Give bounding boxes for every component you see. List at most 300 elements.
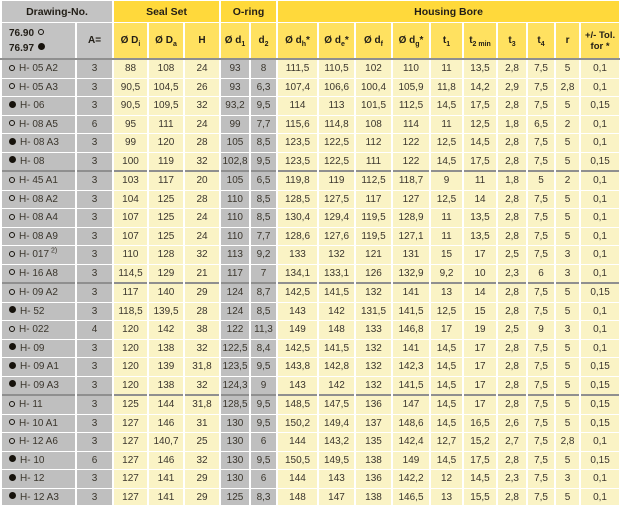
cell-de: 133,1	[318, 264, 355, 283]
drawing-no-label: H- 09	[20, 342, 45, 354]
cell-r: 2,8	[555, 78, 580, 97]
table-row	[1, 246, 620, 265]
cell-a: 3	[76, 302, 113, 321]
cell-dh: 150,2	[277, 414, 318, 433]
cell-t3: 2,8	[497, 209, 527, 228]
drawing-no-cell	[1, 451, 76, 470]
cell-d2: 9,5	[250, 414, 277, 433]
cell-de: 143,2	[318, 433, 355, 452]
cell-a: 6	[76, 115, 113, 134]
cell-da: 138	[148, 376, 184, 395]
cell-dh: 115,6	[277, 115, 318, 134]
cell-di: 127	[113, 451, 148, 470]
cell-r: 5	[555, 358, 580, 377]
cell-t1: 14,5	[430, 152, 463, 171]
table-row	[1, 358, 620, 377]
cell-t2: 14,5	[463, 470, 497, 489]
cell-t3: 2,8	[497, 152, 527, 171]
cell-h: 29	[184, 283, 220, 302]
drawing-no-cell	[1, 376, 76, 395]
col-header-h: H	[184, 23, 220, 60]
cell-dg: 146,8	[392, 321, 430, 340]
cell-dg: 127,1	[392, 227, 430, 246]
filled-circle-icon	[9, 156, 16, 163]
cell-t1: 14,5	[430, 451, 463, 470]
cell-df: 137	[355, 414, 392, 433]
cell-t2: 17	[463, 339, 497, 358]
cell-r: 3	[555, 246, 580, 265]
cell-d1: 124,3	[220, 376, 250, 395]
cell-t3: 2,8	[497, 134, 527, 153]
cell-t4: 7,5	[527, 302, 555, 321]
cell-h: 32	[184, 376, 220, 395]
cell-t1: 14,5	[430, 414, 463, 433]
table-row	[1, 171, 620, 190]
col-header-t4: $t_4$	[527, 23, 555, 60]
cell-df: 136	[355, 395, 392, 414]
cell-di: 120	[113, 321, 148, 340]
cell-a: 3	[76, 190, 113, 209]
drawing-no-cell	[1, 134, 76, 153]
cell-de: 119	[318, 171, 355, 190]
cell-d2: 7	[250, 264, 277, 283]
cell-t3: 2,8	[497, 451, 527, 470]
cell-dg: 149	[392, 451, 430, 470]
cell-a: 3	[76, 395, 113, 414]
header-group-seal-set: Seal Set	[113, 1, 220, 23]
cell-df: 100,4	[355, 78, 392, 97]
open-circle-icon	[9, 83, 15, 89]
col-header-t2: $t_{2 min}$	[463, 23, 497, 60]
cell-dh: 142,5	[277, 339, 318, 358]
cell-de: 142	[318, 376, 355, 395]
cell-h: 21	[184, 264, 220, 283]
cell-t2: 11	[463, 171, 497, 190]
cell-df: 112,5	[355, 171, 392, 190]
cell-tol: 0,15	[580, 283, 620, 302]
cell-r: 5	[555, 339, 580, 358]
drawing-no-cell	[1, 283, 76, 302]
table-row	[1, 321, 620, 340]
cell-t3: 2,7	[497, 433, 527, 452]
col-header-t1: $t_1$	[430, 23, 463, 60]
cell-a: 3	[76, 78, 113, 97]
col-header-d1: Ø $d_1$	[220, 23, 250, 60]
filled-circle-icon	[9, 101, 16, 108]
cell-di: 120	[113, 376, 148, 395]
cell-dh: 134,1	[277, 264, 318, 283]
cell-d2: 6,5	[250, 171, 277, 190]
cell-d2: 6,3	[250, 78, 277, 97]
cell-h: 29	[184, 470, 220, 489]
cell-df: 138	[355, 488, 392, 505]
cell-de: 127,6	[318, 227, 355, 246]
cell-di: 127	[113, 433, 148, 452]
cell-t2: 17	[463, 246, 497, 265]
cell-d2: 8,7	[250, 283, 277, 302]
drawing-no-label: H- 10 A1	[19, 417, 58, 429]
cell-t4: 7,5	[527, 283, 555, 302]
col-header-dg: Ø $d_g*$	[392, 23, 430, 60]
cell-tol: 0,1	[580, 115, 620, 134]
drawing-no-label: H- 11	[19, 399, 43, 411]
cell-da: 141	[148, 470, 184, 489]
cell-da: 138	[148, 339, 184, 358]
cell-df: 131,5	[355, 302, 392, 321]
cell-dh: 123,5	[277, 152, 318, 171]
cell-df: 132	[355, 376, 392, 395]
cell-de: 147	[318, 488, 355, 505]
cell-t1: 11,8	[430, 78, 463, 97]
cell-da: 139	[148, 358, 184, 377]
cell-dg: 142,4	[392, 433, 430, 452]
cell-dg: 146,5	[392, 488, 430, 505]
cell-d2: 8,3	[250, 488, 277, 505]
cell-t4: 7,5	[527, 78, 555, 97]
drawing-no-cell	[1, 59, 76, 78]
open-circle-icon	[9, 120, 15, 126]
cell-t1: 17	[430, 321, 463, 340]
cell-di: 120	[113, 358, 148, 377]
cell-dg: 122	[392, 134, 430, 153]
cell-de: 149,4	[318, 414, 355, 433]
filled-circle-icon	[38, 43, 45, 50]
cell-dh: 144	[277, 433, 318, 452]
cell-r: 3	[555, 264, 580, 283]
cell-d2: 7,7	[250, 115, 277, 134]
cell-da: 119	[148, 152, 184, 171]
cell-d1: 128,5	[220, 395, 250, 414]
cell-t1: 14,5	[430, 395, 463, 414]
cell-d1: 122	[220, 321, 250, 340]
cell-tol: 0,1	[580, 171, 620, 190]
col-header-t3: $t_3$	[497, 23, 527, 60]
cell-df: 132	[355, 358, 392, 377]
cell-d1: 105	[220, 171, 250, 190]
col-header-dh: Ø $d_h*$	[277, 23, 318, 60]
cell-d1: 124	[220, 302, 250, 321]
cell-a: 3	[76, 152, 113, 171]
cell-dg: 148,6	[392, 414, 430, 433]
cell-da: 108	[148, 59, 184, 78]
drawing-no-label: H- 08 A2	[19, 193, 58, 205]
cell-d1: 122,5	[220, 339, 250, 358]
cell-dg: 141	[392, 339, 430, 358]
open-circle-icon	[9, 65, 15, 71]
cell-r: 5	[555, 283, 580, 302]
table-row	[1, 115, 620, 134]
cell-t2: 14	[463, 190, 497, 209]
variant-open-code: 76.90	[9, 27, 35, 39]
cell-dh: 148	[277, 488, 318, 505]
cell-t2: 17,5	[463, 152, 497, 171]
drawing-no-label: H- 017	[19, 249, 50, 261]
cell-a: 3	[76, 358, 113, 377]
cell-a: 3	[76, 97, 113, 116]
table-row	[1, 433, 620, 452]
cell-h: 28	[184, 190, 220, 209]
col-header-a: A=	[76, 23, 113, 60]
cell-dg: 141,5	[392, 376, 430, 395]
cell-df: 132	[355, 339, 392, 358]
table-row	[1, 97, 620, 116]
cell-tol: 0,1	[580, 78, 620, 97]
cell-dh: 133	[277, 246, 318, 265]
header-group-drawing-no: Drawing-No.	[1, 1, 113, 23]
cell-di: 117	[113, 283, 148, 302]
cell-df: 119,5	[355, 227, 392, 246]
cell-dg: 141	[392, 283, 430, 302]
table-row	[1, 264, 620, 283]
cell-a: 3	[76, 376, 113, 395]
cell-t4: 7,5	[527, 358, 555, 377]
cell-t2: 14,2	[463, 78, 497, 97]
drawing-no-label: H- 08	[20, 155, 45, 167]
cell-d2: 9,5	[250, 97, 277, 116]
cell-h: 32	[184, 451, 220, 470]
cell-da: 140,7	[148, 433, 184, 452]
drawing-no-cell	[1, 115, 76, 134]
cell-t4: 7,5	[527, 97, 555, 116]
cell-da: 140	[148, 283, 184, 302]
cell-t1: 12	[430, 470, 463, 489]
cell-t3: 2,8	[497, 190, 527, 209]
cell-t1: 9	[430, 171, 463, 190]
cell-df: 102	[355, 59, 392, 78]
drawing-no-cell	[1, 470, 76, 489]
cell-tol: 0,1	[580, 59, 620, 78]
cell-dg: 131	[392, 246, 430, 265]
cell-d1: 130	[220, 433, 250, 452]
cell-t2: 17,5	[463, 97, 497, 116]
cell-di: 88	[113, 59, 148, 78]
drawing-no-cell	[1, 395, 76, 414]
cell-t3: 2,8	[497, 339, 527, 358]
drawing-no-cell	[1, 190, 76, 209]
cell-tol: 0,1	[580, 433, 620, 452]
variant-filled	[9, 41, 75, 56]
cell-dg: 127	[392, 190, 430, 209]
cell-di: 100	[113, 152, 148, 171]
cell-h: 32	[184, 97, 220, 116]
filled-circle-icon	[9, 492, 16, 499]
drawing-no-cell	[1, 358, 76, 377]
cell-de: 113	[318, 97, 355, 116]
cell-a: 3	[76, 470, 113, 489]
cell-t4: 7,5	[527, 414, 555, 433]
cell-d1: 123,5	[220, 358, 250, 377]
cell-r: 3	[555, 321, 580, 340]
cell-dh: 144	[277, 470, 318, 489]
cell-da: 144	[148, 395, 184, 414]
cell-a: 3	[76, 264, 113, 283]
cell-t3: 2,3	[497, 470, 527, 489]
cell-h: 38	[184, 321, 220, 340]
cell-h: 24	[184, 209, 220, 228]
cell-de: 122,5	[318, 134, 355, 153]
cell-dg: 110	[392, 59, 430, 78]
variant-filled-code: 76.97	[9, 42, 35, 54]
drawing-no-label: H- 09 A2	[19, 287, 58, 299]
cell-tol: 0,15	[580, 152, 620, 171]
drawing-no-label: H- 05 A2	[19, 63, 58, 75]
cell-de: 106,6	[318, 78, 355, 97]
cell-tol: 0,15	[580, 358, 620, 377]
cell-dg: 112,5	[392, 97, 430, 116]
cell-de: 141,5	[318, 283, 355, 302]
table-row	[1, 339, 620, 358]
cell-t4: 7,5	[527, 59, 555, 78]
cell-dh: 149	[277, 321, 318, 340]
drawing-no-cell	[1, 171, 76, 190]
cell-d1: 93,2	[220, 97, 250, 116]
cell-dg: 105,9	[392, 78, 430, 97]
cell-t1: 11	[430, 227, 463, 246]
cell-t4: 6	[527, 264, 555, 283]
cell-dh: 143	[277, 302, 318, 321]
cell-dg: 142,2	[392, 470, 430, 489]
table-row	[1, 451, 620, 470]
cell-dh: 128,6	[277, 227, 318, 246]
cell-t2: 10	[463, 264, 497, 283]
cell-d1: 110	[220, 227, 250, 246]
cell-h: 28	[184, 302, 220, 321]
cell-h: 24	[184, 59, 220, 78]
cell-dg: 118,7	[392, 171, 430, 190]
cell-d1: 130	[220, 470, 250, 489]
cell-r: 2	[555, 115, 580, 134]
cell-tol: 0,1	[580, 227, 620, 246]
cell-df: 111	[355, 152, 392, 171]
cell-t4: 9	[527, 321, 555, 340]
cell-di: 90,5	[113, 97, 148, 116]
cell-t1: 14,5	[430, 97, 463, 116]
cell-t4: 7,5	[527, 190, 555, 209]
cell-de: 129,4	[318, 209, 355, 228]
cell-a: 3	[76, 209, 113, 228]
filled-circle-icon	[9, 474, 16, 481]
cell-t3: 2,8	[497, 97, 527, 116]
cell-h: 31,8	[184, 358, 220, 377]
cell-t4: 7,5	[527, 339, 555, 358]
cell-da: 125	[148, 209, 184, 228]
cell-dh: 148,5	[277, 395, 318, 414]
table-row	[1, 414, 620, 433]
cell-r: 5	[555, 395, 580, 414]
cell-d1: 93	[220, 59, 250, 78]
cell-d2: 8,5	[250, 134, 277, 153]
open-circle-icon	[9, 195, 15, 201]
group-header-row	[1, 1, 620, 23]
cell-t1: 13	[430, 488, 463, 505]
cell-d1: 110	[220, 209, 250, 228]
cell-t1: 11	[430, 115, 463, 134]
cell-da: 142	[148, 321, 184, 340]
drawing-no-cell	[1, 227, 76, 246]
cell-t3: 2,8	[497, 302, 527, 321]
cell-t3: 1,8	[497, 171, 527, 190]
cell-dh: 130,4	[277, 209, 318, 228]
cell-di: 118,5	[113, 302, 148, 321]
cell-t1: 11	[430, 209, 463, 228]
cell-r: 3	[555, 470, 580, 489]
cell-t1: 13	[430, 283, 463, 302]
cell-da: 141	[148, 488, 184, 505]
cell-t2: 19	[463, 321, 497, 340]
cell-dg: 128,9	[392, 209, 430, 228]
cell-df: 135	[355, 433, 392, 452]
cell-t3: 2,8	[497, 358, 527, 377]
cell-t3: 2,8	[497, 59, 527, 78]
cell-d1: 93	[220, 78, 250, 97]
cell-d2: 9,5	[250, 395, 277, 414]
open-circle-icon	[9, 419, 15, 425]
cell-de: 142	[318, 302, 355, 321]
cell-t3: 1,8	[497, 115, 527, 134]
cell-dh: 128,5	[277, 190, 318, 209]
cell-t1: 11	[430, 59, 463, 78]
cell-t3: 2,3	[497, 264, 527, 283]
table-row	[1, 78, 620, 97]
cell-tol: 0,15	[580, 376, 620, 395]
drawing-no-label: H- 10	[20, 454, 45, 466]
cell-t1: 12,5	[430, 134, 463, 153]
cell-t2: 17	[463, 358, 497, 377]
cell-de: 148	[318, 321, 355, 340]
drawing-no-cell	[1, 339, 76, 358]
cell-di: 127	[113, 488, 148, 505]
drawing-no-label: H- 08 A9	[19, 230, 58, 242]
cell-di: 107	[113, 209, 148, 228]
cell-df: 138	[355, 451, 392, 470]
cell-dh: 150,5	[277, 451, 318, 470]
col-header-r: r	[555, 23, 580, 60]
cell-h: 29	[184, 488, 220, 505]
cell-df: 112	[355, 134, 392, 153]
cell-d2: 8,5	[250, 190, 277, 209]
cell-di: 114,5	[113, 264, 148, 283]
drawing-no-label: H- 022	[19, 324, 50, 336]
cell-tol: 0,15	[580, 97, 620, 116]
cell-t3: 2,8	[497, 283, 527, 302]
cell-r: 5	[555, 451, 580, 470]
cell-de: 122,5	[318, 152, 355, 171]
drawing-no-label: H- 12	[20, 473, 45, 485]
cell-tol: 0,1	[580, 488, 620, 505]
drawing-no-cell	[1, 433, 76, 452]
cell-di: 95	[113, 115, 148, 134]
cell-t4: 7,5	[527, 395, 555, 414]
cell-tol: 0,1	[580, 209, 620, 228]
cell-r: 5	[555, 97, 580, 116]
open-circle-icon	[9, 289, 15, 295]
cell-de: 127,5	[318, 190, 355, 209]
cell-da: 109,5	[148, 97, 184, 116]
filled-circle-icon	[9, 343, 16, 350]
cell-df: 101,5	[355, 97, 392, 116]
table-body	[1, 59, 620, 505]
cell-a: 3	[76, 246, 113, 265]
drawing-no-cell	[1, 302, 76, 321]
cell-d1: 102,8	[220, 152, 250, 171]
cell-t1: 14,5	[430, 376, 463, 395]
cell-dh: 123,5	[277, 134, 318, 153]
cell-r: 2,8	[555, 433, 580, 452]
cell-df: 133	[355, 321, 392, 340]
cell-t3: 2,6	[497, 414, 527, 433]
cell-h: 25	[184, 433, 220, 452]
table-row	[1, 152, 620, 171]
